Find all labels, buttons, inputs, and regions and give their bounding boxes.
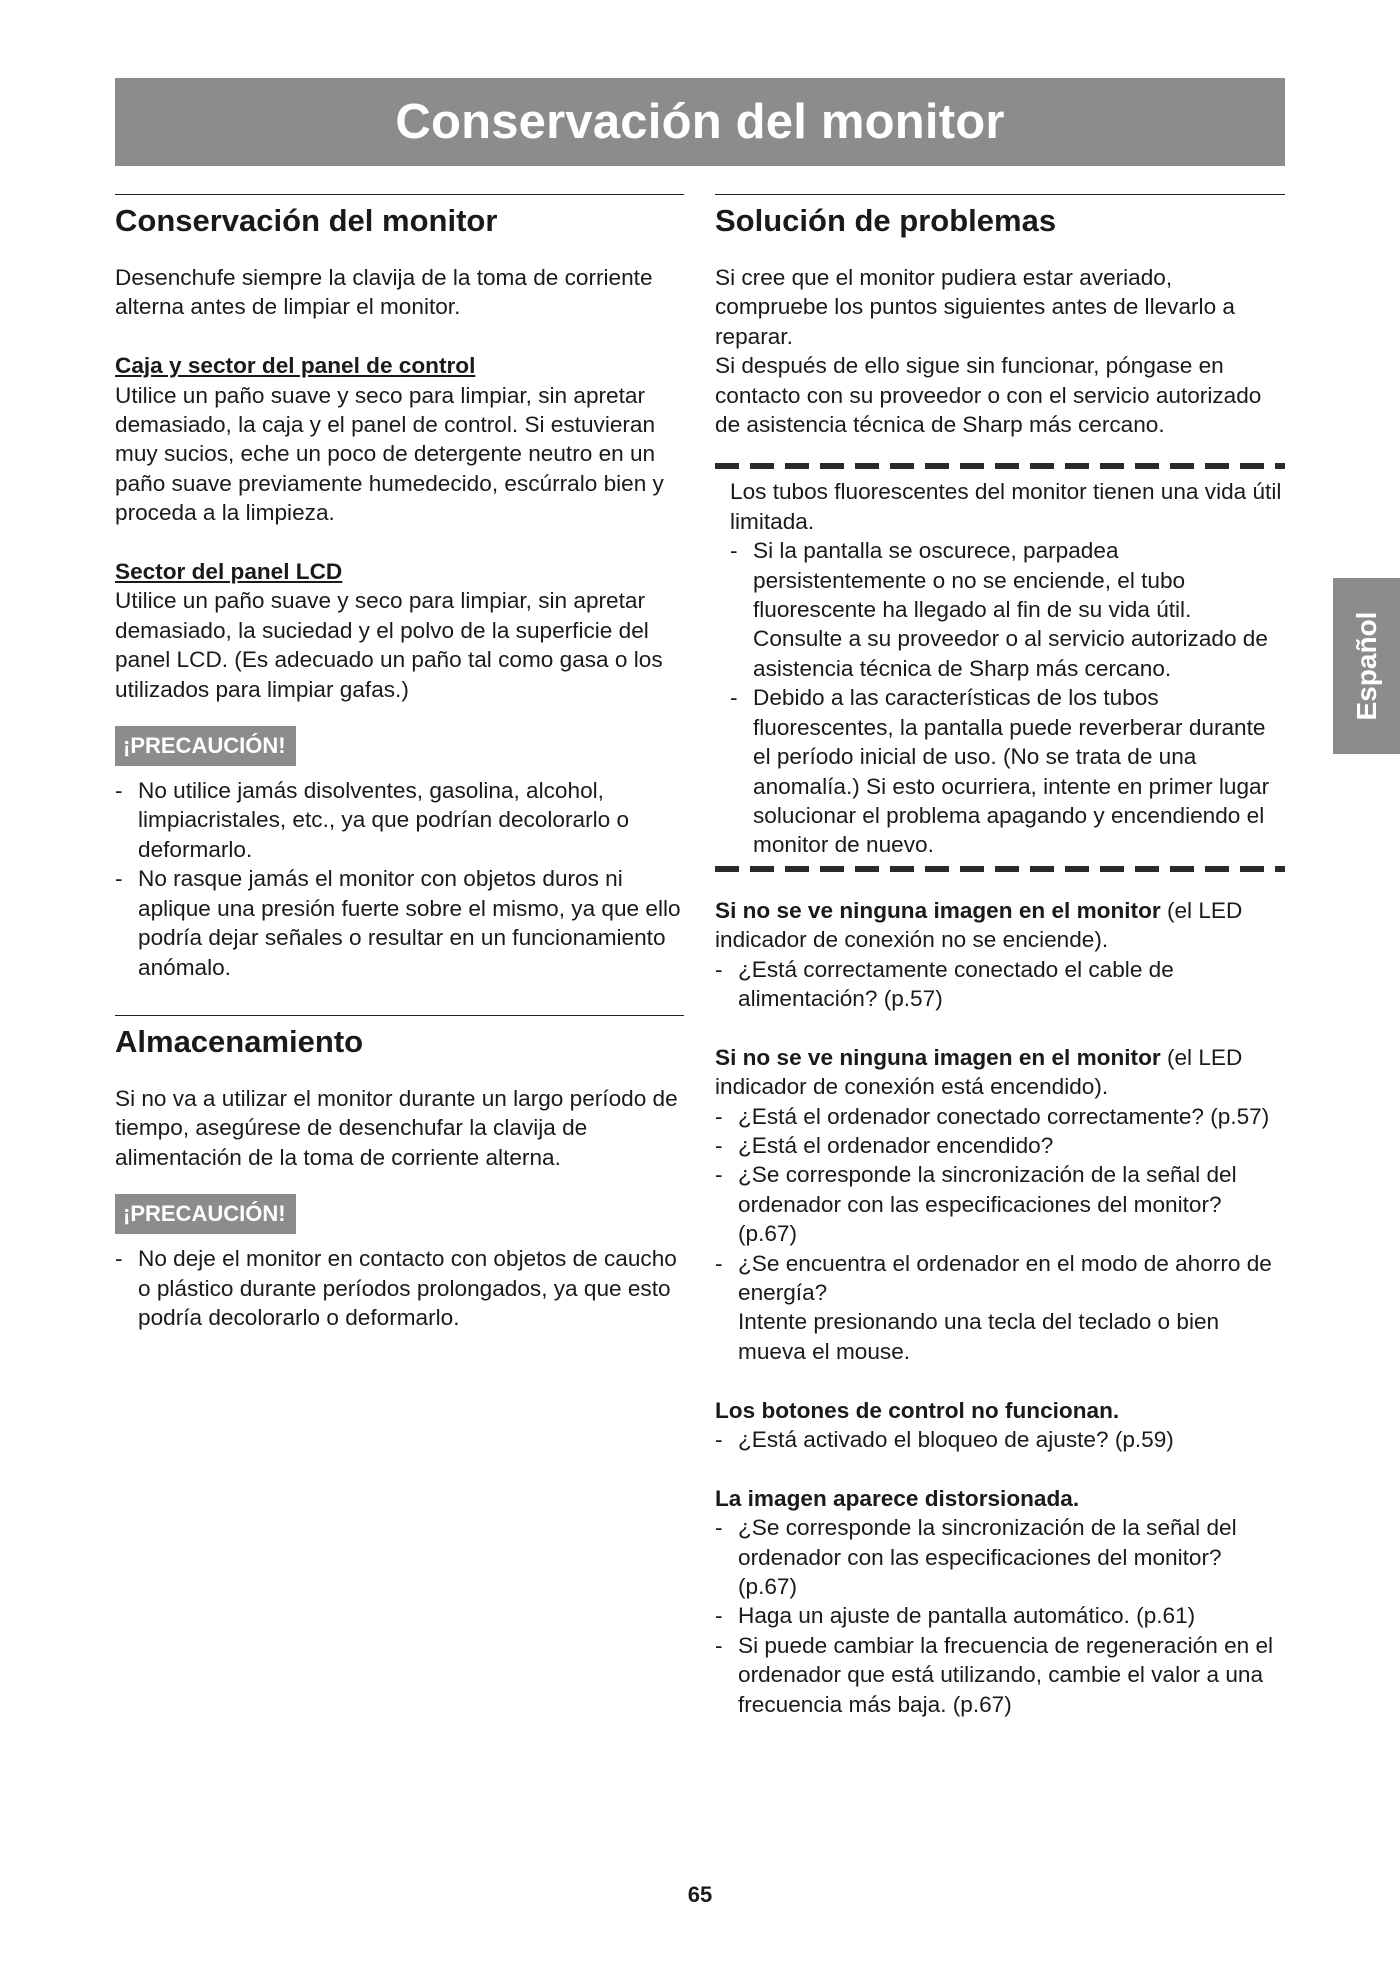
check-item: - Si puede cambiar la frecuencia de regeneración en el ordenador que está utilizando, cambie el valor a una frecuencia más baja. (p.67): [715, 1631, 1285, 1719]
caution-item: - No rasque jamás el monitor con objetos duros ni aplique una presión fuerte sobre el mismo, ya que ello podría dejar señales o resultar en un funcionamiento anómalo.: [115, 864, 684, 982]
check-item: - Haga un ajuste de pantalla automático. (p.61): [715, 1601, 1285, 1630]
lcd-heading: Sector del panel LCD: [115, 559, 343, 585]
question-3: Los botones de control no funcionan.: [715, 1397, 1120, 1423]
note-item: - Si la pantalla se oscurece, parpadea persistentemente o no se enciende, el tubo fluorescente ha llegado al fin de su vida útil. Consulte a su proveedor o al servicio autorizado de asistencia técnica de Sharp más cercano.: [730, 536, 1285, 683]
caution-list: [115, 776, 684, 982]
note-list: [730, 536, 1285, 859]
check-item: - ¿Está activado el bloqueo de ajuste? (p.59): [715, 1425, 1285, 1454]
note-item: - Debido a las características de los tubos fluorescentes, la pantalla puede reverberar durante el período inicial de uso. (No se trata de una anomalía.) Si esto ocurriera, intente en primer lugar solucionar el problema apagando y encendiendo el monitor de nuevo.: [730, 683, 1285, 859]
question-4-list: [715, 1513, 1285, 1719]
language-tab-label: Español: [1350, 611, 1382, 721]
troubleshooting-intro-2: Si después de ello sigue sin funcionar, póngase en contacto con su proveedor o con el servicio autorizado de asistencia técnica de Sharp más cercano.: [715, 353, 1262, 438]
storage-text: Si no va a utilizar el monitor durante un largo período de tiempo, asegúrese de desenchufar la clavija de alimentación de la toma de corriente alterna.: [115, 1085, 678, 1170]
storage-caution-list: [115, 1244, 684, 1332]
page-title: Conservación del monitor: [115, 78, 1285, 166]
caution-item: - No utilice jamás disolventes, gasolina, alcohol, limpiacristales, etc., ya que podrían decolorarlo o deformarlo.: [115, 776, 684, 864]
question-2: Si no se ve ninguna imagen en el monitor (el LED indicador de conexión está encendido).: [715, 1044, 1243, 1100]
troubleshooting-heading: Solución de problemas: [715, 194, 1285, 241]
check-item: - ¿Se corresponde la sincronización de la señal del ordenador con las especificaciones del monitor? (p.67): [715, 1513, 1285, 1601]
check-item: - ¿Está el ordenador conectado correctamente? (p.57): [715, 1102, 1285, 1131]
page-number: 65: [687, 1882, 713, 1907]
check-item: - ¿Está el ordenador encendido?: [715, 1131, 1285, 1160]
care-heading: Conservación del monitor: [115, 194, 684, 241]
caution-item: - No deje el monitor en contacto con objetos de caucho o plástico durante períodos prolongados, ya que esto podría decolorarlo o deformarlo.: [115, 1244, 684, 1332]
caution-label: ¡PRECAUCIÓN!: [115, 726, 296, 766]
language-tab: [1333, 578, 1400, 754]
cabinet-text: Utilice un paño suave y seco para limpiar, sin apretar demasiado, la caja y el panel de control. Si estuvieran muy sucios, eche un poco de detergente neutro en un paño suave previamente humedecido, escúrralo bien y proceda a la limpieza.: [115, 382, 664, 526]
question-1: Si no se ve ninguna imagen en el monitor (el LED indicador de conexión no se enciende).: [715, 897, 1243, 953]
cabinet-heading: Caja y sector del panel de control: [115, 353, 476, 379]
lcd-text: Utilice un paño suave y seco para limpiar, sin apretar demasiado, la suciedad y el polvo de la superficie del panel LCD. (Es adecuado un paño tal como gasa o los utilizados para limpiar gafas.): [115, 588, 663, 702]
troubleshooting-intro: Si cree que el monitor pudiera estar averiado, compruebe los puntos siguientes antes de llevarlo a reparar.: [715, 265, 1235, 349]
left-column: [115, 194, 684, 1332]
question-1-list: [715, 955, 1285, 1014]
check-item: - ¿Se encuentra el ordenador en el modo de ahorro de energía? Intente presionando una tecla del teclado o bien mueva el mouse.: [715, 1249, 1285, 1367]
note-intro: Los tubos fluorescentes del monitor tienen una vida útil limitada.: [730, 479, 1282, 534]
right-column: [715, 194, 1285, 1719]
storage-heading: Almacenamiento: [115, 1015, 684, 1062]
question-2-list: [715, 1102, 1285, 1367]
check-item: - ¿Está correctamente conectado el cable de alimentación? (p.57): [715, 955, 1285, 1014]
note-box: [715, 469, 1285, 865]
check-item: - ¿Se corresponde la sincronización de la señal del ordenador con las especificaciones del monitor? (p.67): [715, 1160, 1285, 1248]
question-4: La imagen aparece distorsionada.: [715, 1485, 1080, 1511]
storage-caution-label: ¡PRECAUCIÓN!: [115, 1194, 296, 1234]
question-3-list: [715, 1425, 1285, 1454]
care-intro: Desenchufe siempre la clavija de la toma de corriente alterna antes de limpiar el monitor.: [115, 265, 653, 320]
